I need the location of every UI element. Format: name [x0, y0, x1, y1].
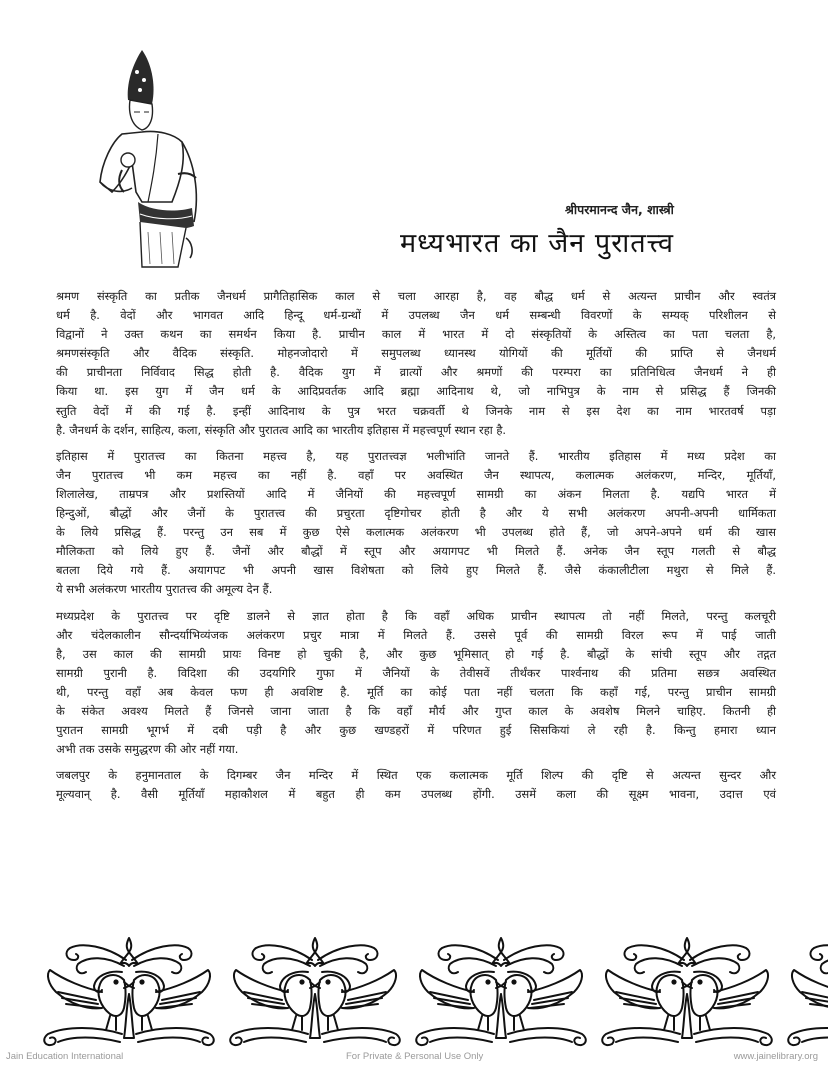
text-line: हिन्दुओं, बौद्धों और जैनों के पुरातत्त्व की प्रचुरता दृष्टिगोचर होती है और ये सभी अलंकरण अपनी-अपनी धार्मिकता [56, 506, 776, 521]
text-line: मौलिकता को लिये हुए हैं. जैनों और बौद्धों में स्तूप और अयागपट भी मिलते हैं. अनेक जैन स्तूप गलती से बौद्ध [56, 544, 776, 559]
text-line: और चंदेलकालीन सौन्दर्याभिव्यंजक अलंकरण प्रचुर मात्रा में मिलते हैं. उससे पूर्व की सामग्री विरल रूप में पाई जाती [56, 627, 776, 642]
text-line: ये सभी अलंकरण भारतीय पुरातत्त्व की अमूल्य देन हैं. [56, 582, 273, 597]
page-footer [0, 1049, 828, 1067]
text-line: स्तुति वेदों में की गई है. इन्हीं आदिनाथ के पुत्र भरत चक्रवर्ती थे जिनके नाम से इस देश का नाम भारतवर्ष पड़ा [56, 403, 776, 418]
text-line: जबलपुर के हनुमानताल के दिगम्बर जैन मन्दिर में स्थित एक कलात्मक मूर्ति शिल्प की दृष्टि से अत्यन्त सुन्दर और [56, 768, 776, 783]
footer-usage-note: For Private & Personal Use Only [346, 1051, 484, 1062]
text-line: अभी तक उसके समुद्धरण की ओर नहीं गया. [56, 742, 239, 757]
text-line: इतिहास में पुरातत्त्व का कितना महत्त्व है, यह पुरातत्त्वज्ञ भलीभांति जानते हैं. भारतीय इतिहास में मध्य प्रदेश का [56, 448, 776, 463]
text-line: है, उस काल की सामग्री प्रायः विनष्ट हो चुकी है, और कुछ भूमिसात् हो गई है. बौद्धों के सांची स्तूप और तद्गत [56, 646, 776, 661]
text-line: बतला दिये गये हैं. अयागपट भी अपनी खास विशेषता को लिये हुए मिलते हैं. जैसे कंकालीटीला मथुरा से मिले हैं. [56, 563, 776, 578]
sculpture-illustration [82, 42, 222, 272]
text-line: पुरातन सामग्री भूगर्भ में दबी पड़ी है और कुछ खण्डहरों में परिणत हुई सिसकियां ले रही है. किन्तु हमारा ध्यान [56, 723, 776, 738]
text-line: मध्यप्रदेश के पुरातत्त्व पर दृष्टि डालने से ज्ञात होता है कि वहाँ अधिक प्राचीन स्थापत्य तो नहीं मिलते, परन्तु कलचूरी [56, 608, 776, 623]
paragraph [56, 447, 776, 600]
text-line: थी, परन्तु वहाँ अब केवल फण ही अवशिष्ट है. मूर्ति का कोई पता नहीं चलता कि कहाँ गई, परन्तु प्राचीन सामग्री [56, 684, 776, 699]
text-line: श्रमणसंस्कृति और वैदिक संस्कृति. मोहनजोदारो में समुपलब्ध ध्यानस्थ योगियों की मूर्तियों की प्राप्ति से जैनधर्म [56, 346, 776, 361]
article-title: मध्यभारत का जैन पुरातत्त्व [400, 228, 675, 259]
paragraph [56, 607, 776, 760]
text-line: जैन पुरातत्त्व भी कम महत्त्व का नहीं है. वहाँ पर अवस्थित जैन स्थापत्य, कलात्मक अलंकरण, मन्दिर, मूर्तियाँ, [56, 467, 776, 482]
text-line: किया था. इस युग में जैन धर्म के आदिप्रवर्तक आदि ब्रह्मा आदिनाथ थे, जो नाभिपुत्र के नाम से प्रसिद्ध हैं जिनकी [56, 384, 776, 399]
author-name: श्रीपरमानन्द जैन, शास्त्री [565, 202, 674, 217]
paragraph [56, 766, 776, 804]
text-line: के लिये प्रसिद्ध हैं. परन्तु उन सब में कुछ ऐसे कलात्मक अलंकरण भी उपलब्ध होते हैं, जो अपने-अपने धर्म की खास [56, 525, 776, 540]
text-line: धर्म है. वेदों और भागवत आदि हिन्दू धर्म-ग्रन्थों में उपलब्ध जैन धर्म सम्बन्धी विवरणों के सम्यक् परिशीलन से [56, 308, 776, 323]
figure-image [82, 42, 222, 272]
text-line: विद्वानों ने उक्त कथन का समर्थन किया है. प्राचीन काल में भारत में दो संस्कृतियों के अस्तित्व का पता चलता है, [56, 327, 776, 342]
text-line: सामग्री पुरानी है. विदिशा की उदयगिरि गुफा में जैनियों के तेवीसवें तीर्थंकर पार्श्वनाथ की प्रतिमा सछत्र अवस्थित [56, 665, 776, 680]
article-body [56, 287, 776, 811]
text-line: है. जैनधर्म के दर्शन, साहित्य, कला, संस्कृति और पुरातत्व आदि का भारतीय इतिहास में महत्त्वपूर्ण स्थान रहा है. [56, 422, 507, 437]
text-line: शिलालेख, ताम्रपत्र और प्रशस्तियों आदि में जैनियों की महत्त्वपूर्ण सामग्री का अंकन मिलता है. यद्यपि भारत में [56, 486, 776, 501]
decorative-border [36, 930, 828, 1048]
bird-frieze-icon [36, 930, 828, 1048]
footer-website-link[interactable]: www.jainelibrary.org [733, 1051, 818, 1062]
footer-publisher: Jain Education International [6, 1051, 124, 1062]
text-line: मूल्यवान् है. वैसी मूर्तियाँ महाकौशल में बहुत ही कम उपलब्ध होंगी. उसमें कला की सूक्ष्म भावना, उदात्त एवं [56, 787, 776, 802]
text-line: की प्राचीनता निर्विवाद सिद्ध होती है. वैदिक युग में व्रात्यों और श्रमणों की परम्परा का प्रतिनिधित्व जैनधर्म ने ही [56, 365, 776, 380]
text-line: के संकेत अवश्य मिलते हैं जिनसे जाना जाता है कि वहाँ मौर्य और गुप्त काल के अवशेष मिलने चाहिए. कितनी ही [56, 703, 776, 718]
text-line: श्रमण संस्कृति का प्रतीक जैनधर्म प्रागैतिहासिक काल से चला आरहा है, वह बौद्ध धर्म से अत्यन्त प्राचीन और स्वतंत्र [56, 289, 776, 303]
paragraph [56, 287, 776, 440]
